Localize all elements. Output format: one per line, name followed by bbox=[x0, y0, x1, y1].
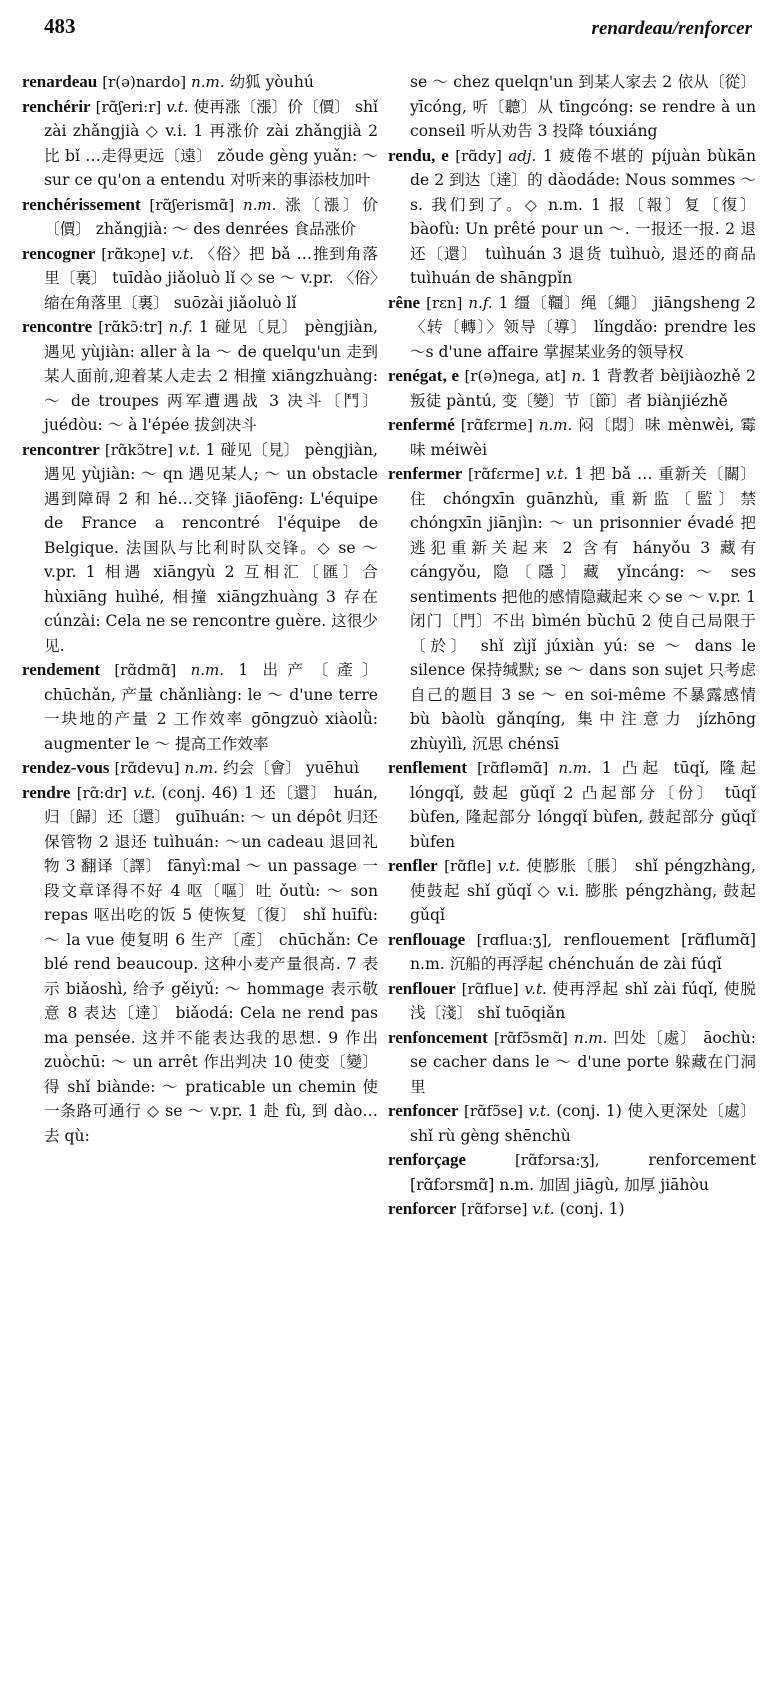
dictionary-entry bbox=[22, 756, 378, 781]
part-of-speech: n.m. bbox=[191, 73, 225, 91]
definition: 1 出产〔產〕 chūchǎn, 产量 chǎnliàng: le ～ d'une terre 一块地的产量 2 工作效率 gōngzuò xiàolǜ: augmenter le ～ 提高工作效率 bbox=[44, 661, 378, 753]
phonetic: [rɑflua:ʒ], bbox=[476, 930, 553, 949]
definition: 约会〔會〕 yuēhuì bbox=[222, 759, 360, 777]
part-of-speech: n.m. bbox=[573, 1028, 608, 1047]
phonetic: [r(ə)nega, at] bbox=[464, 367, 566, 385]
dictionary-entry bbox=[388, 1197, 756, 1222]
definition: 1 疲倦不堪的 píjuàn bùkān de 2 到达〔達〕的 dàodáde: Nous sommes ～s. 我们到了。◇ n.m. 1 报〔報〕复〔復〕 bàofù: Un prêté pour un ～. 一报还一报. 2 退还〔還〕 tuìhuán 3 退货 tuìhuò, 退还的商品 tuìhuán de shāngpǐn bbox=[410, 146, 756, 287]
headword: rencogner bbox=[22, 243, 96, 263]
definition: renforcement [rɑ̃fɔrsmɑ̃] n.m. 加固 jiāgù, 加厚 jiāhòu bbox=[410, 1151, 756, 1194]
part-of-speech: n.f. bbox=[168, 318, 193, 336]
dictionary-entry bbox=[22, 658, 378, 756]
definition: 闷〔悶〕味 mènwèi, 霉味 méiwèi bbox=[410, 416, 756, 459]
headword: renchérir bbox=[22, 96, 91, 116]
headword: renforcer bbox=[388, 1199, 457, 1218]
headword: rendu, e bbox=[388, 145, 449, 165]
definition: 1 碰见〔見〕 pèngjiàn, 遇见 yùjiàn: ～ qn 遇见某人; ～ un obstacle 遇到障碍 2 和 hé…交锋 jiāofēng: L'équipe de France a rencontré l'équipe de Belgique. 法国队与比利时队交锋。◇ se ～ v.pr. 1 相遇 xiāngyù 2 互相汇〔匯〕合 hùxiāng huìhé, 相撞 xiāngzhuàng 3 存在 cúnzài: Cela ne se rencontre guère. 这很少见. bbox=[44, 440, 378, 655]
dictionary-entry bbox=[388, 144, 756, 291]
part-of-speech: n.m. bbox=[242, 195, 277, 214]
headword: renfermer bbox=[388, 464, 463, 483]
part-of-speech: v.t. bbox=[524, 979, 547, 998]
phonetic: [rɑ̃kɔ̃tre] bbox=[104, 440, 173, 459]
headword: renflouer bbox=[388, 978, 456, 998]
dictionary-entry bbox=[388, 1148, 756, 1197]
phonetic: [rɑ̃fɛrme] bbox=[468, 465, 541, 483]
headword: rendre bbox=[22, 782, 71, 802]
phonetic: [rɑ̃dmɑ̃] bbox=[114, 661, 177, 679]
headword: rendement bbox=[22, 660, 101, 679]
phonetic: [rɑ̃kɔ̃:tr] bbox=[98, 318, 163, 336]
definition: 1 背教者 bèijiàozhě 2 叛徒 pàntú, 变〔變〕节〔節〕者 biànjiézhě bbox=[410, 367, 756, 410]
phonetic: [rɑ̃kɔɲe] bbox=[101, 244, 166, 263]
phonetic: [rɑ̃devu] bbox=[114, 759, 180, 777]
headword: renfoncement bbox=[388, 1027, 488, 1047]
dictionary-entry bbox=[388, 1026, 756, 1100]
definition: 使再浮起 shǐ zài fúqǐ, 使脱浅〔淺〕 shǐ tuōqiǎn bbox=[410, 979, 756, 1022]
part-of-speech: n.m. bbox=[184, 759, 218, 777]
part-of-speech: v.t. bbox=[528, 1102, 551, 1120]
dictionary-entry bbox=[22, 193, 378, 242]
part-of-speech: n.m. bbox=[558, 759, 592, 777]
headword: renégat, e bbox=[388, 366, 459, 385]
phonetic: [rɑ̃fɛrme] bbox=[460, 416, 533, 434]
definition: renflouement [rɑ̃flumɑ̃] n.m. 沉船的再浮起 chénchuán de zài fúqǐ bbox=[410, 930, 756, 973]
headword: renfler bbox=[388, 856, 438, 875]
phonetic: [rɑ̃fləmɑ̃] bbox=[477, 759, 549, 777]
definition: (conj. 46) 1 还〔還〕 huán, 归〔歸〕还〔還〕 guīhuán: ～ un dépôt 归还保管物 2 退还 tuìhuán: ～un cadeau 退回礼物 3 翻译〔譯〕 fānyì:mal ～ un passage 一段文章译得不好 4 呕〔嘔〕吐 ǒutù: ～ son repas 呕出吃的饭 5 使恢复〔復〕 shǐ huīfù: ～ la vue 使复明 6 生产〔產〕 chūchǎn: Ce blé rend beaucoup. 这种小麦产量很高. 7 表示 biǎoshì, 给予 gěiyǔ: ～ hommage 表示敬意 8 表达〔達〕 biǎodá: Cela ne rend pas ma pensée. 这并不能表达我的思想. 9 作出 zuòchū: ～ un arrêt 作出判决 10 使变〔變〕得 shǐ biànde: ～ praticable un chemin 使一条路可通行 ◇ se ～ v.pr. 1 赴 fù, 到 dào…去 qù: bbox=[44, 783, 378, 1145]
dictionary-entry bbox=[22, 70, 378, 95]
headword: rêne bbox=[388, 292, 421, 312]
part-of-speech: v.t. bbox=[497, 857, 521, 875]
dictionary-entry bbox=[388, 462, 756, 756]
phonetic: [rɑ̃dy] bbox=[455, 146, 502, 165]
phonetic: [rɑ̃ʃerismɑ̃] bbox=[149, 195, 235, 214]
part-of-speech: adj. bbox=[508, 146, 537, 165]
dictionary-entry bbox=[388, 364, 756, 413]
page-number: 483 bbox=[44, 14, 76, 38]
dictionary-entry bbox=[388, 977, 756, 1026]
headword: renflouage bbox=[388, 929, 466, 949]
part-of-speech: n.m. bbox=[190, 661, 225, 679]
definition: 1 把 bǎ … 重新关〔關〕住 chóngxīn guānzhù, 重新监〔監〕禁 chóngxīn jiānjìn: ～ un prisonnier évadé 把逃犯重新关起来 2 含有 hányǒu 3 藏有 cángyǒu, 隐〔隱〕藏 yǐncáng: ～ ses sentiments 把他的感情隐藏起来 ◇ se ～ v.pr. 1 闭门〔門〕不出 bìmén bùchū 2 使自己局限于〔於〕 shǐ zìjǐ júxiàn yú: se ～ dans le silence 保持缄默; se ～ dans son sujet 只考虑自己的题目 3 se ～ en soi-même 不暴露感情 bù bàolù gǎnqíng, 集中注意力 jízhōng zhùyìlì, 沉思 chénsī bbox=[410, 465, 757, 753]
part-of-speech: v.t. bbox=[133, 783, 156, 802]
definition: 1 缰〔韁〕绳〔繩〕 jiāngsheng 2 〈转〔轉〕〉领导〔導〕 lǐngdǎo: prendre les ～s d'une affaire 掌握某业务的领导权 bbox=[410, 293, 756, 361]
phonetic: [rɑ̃fɔrse] bbox=[461, 1200, 528, 1218]
headword: renfermé bbox=[388, 415, 455, 434]
headword: renchérissement bbox=[22, 194, 141, 214]
phonetic: [rɑ̃fɔ̃se] bbox=[464, 1102, 524, 1120]
headword: renflement bbox=[388, 758, 467, 777]
definition: se ～ chez quelqn'un 到某人家去 2 依从〔從〕 yīcóng, 听〔聽〕从 tīngcóng: se rendre à un conseil 听从劝告 3 投降 tóuxiáng bbox=[410, 73, 756, 140]
part-of-speech: n.f. bbox=[468, 293, 493, 312]
headword: rendez-vous bbox=[22, 758, 110, 777]
definition: 使再涨〔漲〕价〔價〕 shǐ zài zhǎngjià ◇ v.i. 1 再涨价 zài zhǎngjià 2 比 bǐ …走得更远〔遠〕 zǒude gèng yuǎn: ～ sur ce qu'on a entendu 对听来的事添枝加叶 bbox=[44, 97, 378, 189]
definition: 1 碰见〔見〕 pèngjiàn, 遇见 yùjiàn: aller à la ～ de quelqu'un 走到某人面前,迎着某人走去 2 相撞 xiāngzhuàng: ～ de troupes 两军遭遇战 3 决斗〔鬥〕 juédòu: ～ à l'épée 拔剑决斗 bbox=[44, 318, 378, 434]
headword: rencontre bbox=[22, 317, 93, 336]
definition: 〈俗〉把 bǎ …推到角落里〔裏〕 tuīdào jiǎoluò lǐ ◇ se ～ v.pr. 〈俗〉缩在角落里〔裏〕 suōzài jiǎoluò lǐ bbox=[44, 244, 378, 312]
dictionary-entry bbox=[388, 413, 756, 462]
part-of-speech: v.t. bbox=[171, 244, 194, 263]
dictionary-entry bbox=[22, 438, 378, 659]
dictionary-entry bbox=[388, 928, 756, 977]
dictionary-entry bbox=[388, 756, 756, 854]
part-of-speech: n.m. bbox=[538, 416, 573, 434]
part-of-speech: v.t. bbox=[178, 440, 201, 459]
phonetic: [rɑ̃fɔrsa:ʒ], bbox=[514, 1151, 600, 1169]
phonetic: [rɑ̃fɔ̃smɑ̃] bbox=[493, 1028, 568, 1047]
dictionary-entry bbox=[22, 315, 378, 438]
dictionary-entry bbox=[388, 854, 756, 928]
part-of-speech: v.t. bbox=[166, 97, 189, 116]
definition: 使膨胀〔脹〕 shǐ péngzhàng, 使鼓起 shǐ gǔqǐ ◇ v.i. 膨胀 péngzhàng, 鼓起 gǔqǐ bbox=[410, 857, 756, 924]
dictionary-entry bbox=[22, 95, 378, 193]
entry-continuation bbox=[388, 70, 756, 144]
phonetic: [rɑ̃:dr] bbox=[76, 783, 127, 802]
phonetic: [rɑ̃flue] bbox=[461, 979, 519, 998]
running-head: renardeau/renforcer bbox=[591, 18, 752, 39]
part-of-speech: n. bbox=[571, 367, 586, 385]
definition: 涨〔漲〕价〔價〕 zhǎngjià: ～ des denrées 食品涨价 bbox=[44, 195, 378, 238]
definition: 凹处〔處〕 āochù: se cacher dans le ～ d'une porte 躲藏在门洞里 bbox=[410, 1028, 757, 1096]
headword: rencontrer bbox=[22, 439, 100, 459]
phonetic: [rɛn] bbox=[426, 293, 463, 312]
phonetic: [r(ə)nardo] bbox=[102, 73, 187, 91]
definition: 1 凸起 tūqǐ, 隆起 lóngqǐ, 鼓起 gǔqǐ 2 凸起部分〔份〕 tūqǐ bùfen, 隆起部分 lóngqǐ bùfen, 鼓起部分 gǔqǐ bùfen bbox=[410, 759, 756, 851]
right-column bbox=[388, 70, 756, 1222]
part-of-speech: v.t. bbox=[545, 465, 569, 483]
dictionary-entry bbox=[388, 1099, 756, 1148]
headword: renardeau bbox=[22, 72, 98, 91]
definition: (conj. 1) bbox=[559, 1200, 625, 1218]
phonetic: [rɑ̃fle] bbox=[444, 857, 492, 875]
part-of-speech: v.t. bbox=[532, 1200, 555, 1218]
phonetic: [rɑ̃ʃeri:r] bbox=[95, 97, 162, 116]
left-column bbox=[22, 70, 378, 1148]
headword: renfoncer bbox=[388, 1101, 459, 1120]
dictionary-entry bbox=[22, 781, 378, 1149]
dictionary-entry bbox=[22, 242, 378, 316]
definition: (conj. 1) 使入更深处〔處〕 shǐ rù gèng shēnchù bbox=[410, 1102, 756, 1145]
headword: renforçage bbox=[388, 1150, 467, 1169]
definition: 幼狐 yòuhú bbox=[229, 73, 314, 91]
dictionary-entry bbox=[388, 291, 756, 365]
